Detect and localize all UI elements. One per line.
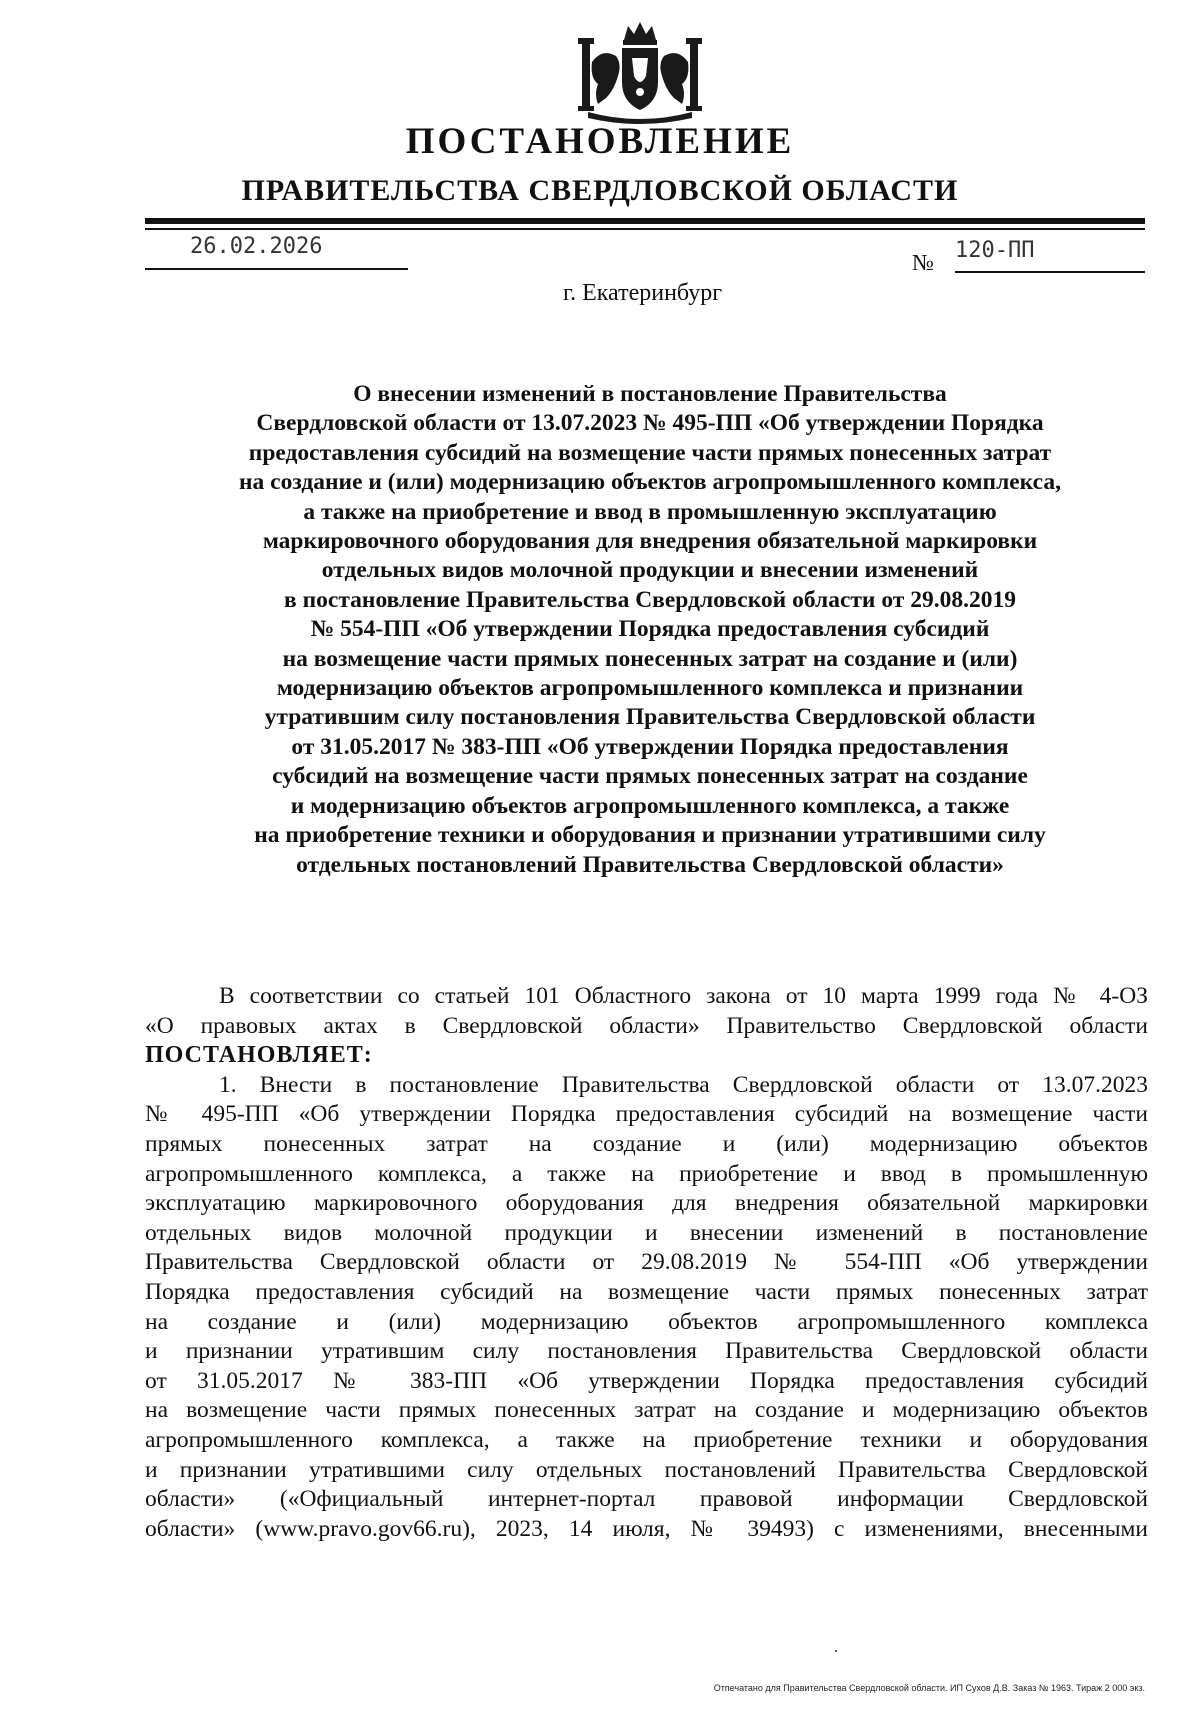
city-name: г. Екатеринбург: [562, 280, 723, 306]
clause-line: Порядка предоставления субсидий на возмещение части прямых понесенных затрат: [145, 1278, 1148, 1305]
heading-line: утратившим силу постановления Правительства Свердловской области: [264, 704, 1036, 731]
heading-line: в постановление Правительства Свердловской области от 29.08.2019: [284, 586, 1016, 613]
clause-line: и признании утратившим силу постановления Правительства Свердловской области: [145, 1338, 1148, 1365]
number-label: №: [912, 250, 934, 275]
clause-line: от 31.05.2017 № 383-ПП «Об утверждении Порядка предоставления субсидий: [145, 1367, 1148, 1394]
document-body: [145, 982, 1148, 1544]
clause-line: эксплуатацию маркировочного оборудования для внедрения обязательной маркировки: [145, 1190, 1148, 1217]
heading-line: отдельных постановлений Правительства Свердловской области»: [296, 851, 1004, 878]
document-date: 26.02.2026: [190, 234, 323, 259]
clause-line: области» (www.pravo.gov66.ru), 2023, 14 июля, № 39493) с изменениями, внесенными: [145, 1515, 1148, 1542]
document-type-title: ПОСТАНОВЛЕНИЕ: [405, 121, 795, 162]
document-number: 120-ПП: [955, 238, 1035, 263]
heading-line: на создание и (или) модернизацию объектов агропромышленного комплекса,: [239, 469, 1061, 496]
number-underline: [955, 271, 1145, 273]
heading-line: на приобретение техники и оборудования и признании утратившими силу: [254, 822, 1046, 849]
issuing-authority: ПРАВИТЕЛЬСТВА СВЕРДЛОВСКОЙ ОБЛАСТИ: [241, 174, 959, 207]
clause-line: № 495-ПП «Об утверждении Порядка предоставления субсидий на возмещение части: [145, 1101, 1148, 1128]
heading-line: и модернизацию объектов агропромышленного комплекса, а также: [290, 792, 1010, 819]
decree-word: ПОСТАНОВЛЯЕТ:: [145, 1042, 373, 1069]
header-rule-thin: [145, 228, 1145, 230]
coat-of-arms-icon: [568, 18, 712, 124]
clause-line: на создание и (или) модернизацию объектов агропромышленного комплекса: [145, 1308, 1148, 1335]
heading-line: маркировочного оборудования для внедрения обязательной маркировки: [262, 528, 1038, 555]
document-heading: [150, 380, 1150, 880]
printing-note: Отпечатано для Правительства Свердловской области. ИП Сухов Д.В. Заказ № 1963. Тираж 2 000 экз.: [713, 1683, 1145, 1693]
clause-line: области» («Официальный интернет-портал правовой информации Свердловской: [145, 1486, 1148, 1513]
scan-speck: [835, 1650, 837, 1652]
date-underline: [145, 268, 408, 270]
header-rule-thick: [145, 218, 1145, 224]
clause-line: на возмещение части прямых понесенных затрат на создание и модернизацию объектов: [145, 1397, 1148, 1424]
preamble-line: «О правовых актах в Свердловской области» Правительство Свердловской области: [145, 1012, 1148, 1039]
heading-line: Свердловской области от 13.07.2023 № 495-ПП «Об утверждении Порядка: [256, 410, 1044, 437]
heading-line: субсидий на возмещение части прямых понесенных затрат на создание: [272, 763, 1028, 790]
clause-line: и признании утратившими силу отдельных постановлений Правительства Свердловской: [145, 1456, 1148, 1483]
preamble-line: В соответствии со статьей 101 Областного закона от 10 марта 1999 года № 4-ОЗ: [219, 983, 1148, 1009]
clause-line: агропромышленного комплекса, а также на приобретение и ввод в промышленную: [145, 1160, 1148, 1187]
heading-line: на возмещение части прямых понесенных затрат на создание и (или): [282, 645, 1018, 672]
heading-line: № 554-ПП «Об утверждении Порядка предоставления субсидий: [310, 616, 990, 643]
heading-line: отдельных видов молочной продукции и внесении изменений: [321, 557, 979, 584]
clause-line: прямых понесенных затрат на создание и (или) модернизацию объектов: [145, 1130, 1148, 1157]
clause-line: агропромышленного комплекса, а также на приобретение техники и оборудования: [145, 1426, 1148, 1453]
heading-line: О внесении изменений в постановление Правительства: [353, 381, 947, 407]
clause-line: отдельных видов молочной продукции и внесении изменений в постановление: [145, 1219, 1148, 1246]
clause-line: Правительства Свердловской области от 29.08.2019 № 554-ПП «Об утверждении: [145, 1249, 1148, 1276]
heading-line: предоставления субсидий на возмещение части прямых понесенных затрат: [248, 439, 1052, 466]
heading-line: а также на приобретение и ввод в промышленную эксплуатацию: [303, 498, 997, 525]
heading-line: от 31.05.2017 № 383-ПП «Об утверждении Порядка предоставления: [291, 733, 1009, 760]
clause-line: 1. Внести в постановление Правительства Свердловской области от 13.07.2023: [219, 1071, 1148, 1098]
heading-line: модернизацию объектов агропромышленного комплекса и признании: [276, 675, 1024, 702]
